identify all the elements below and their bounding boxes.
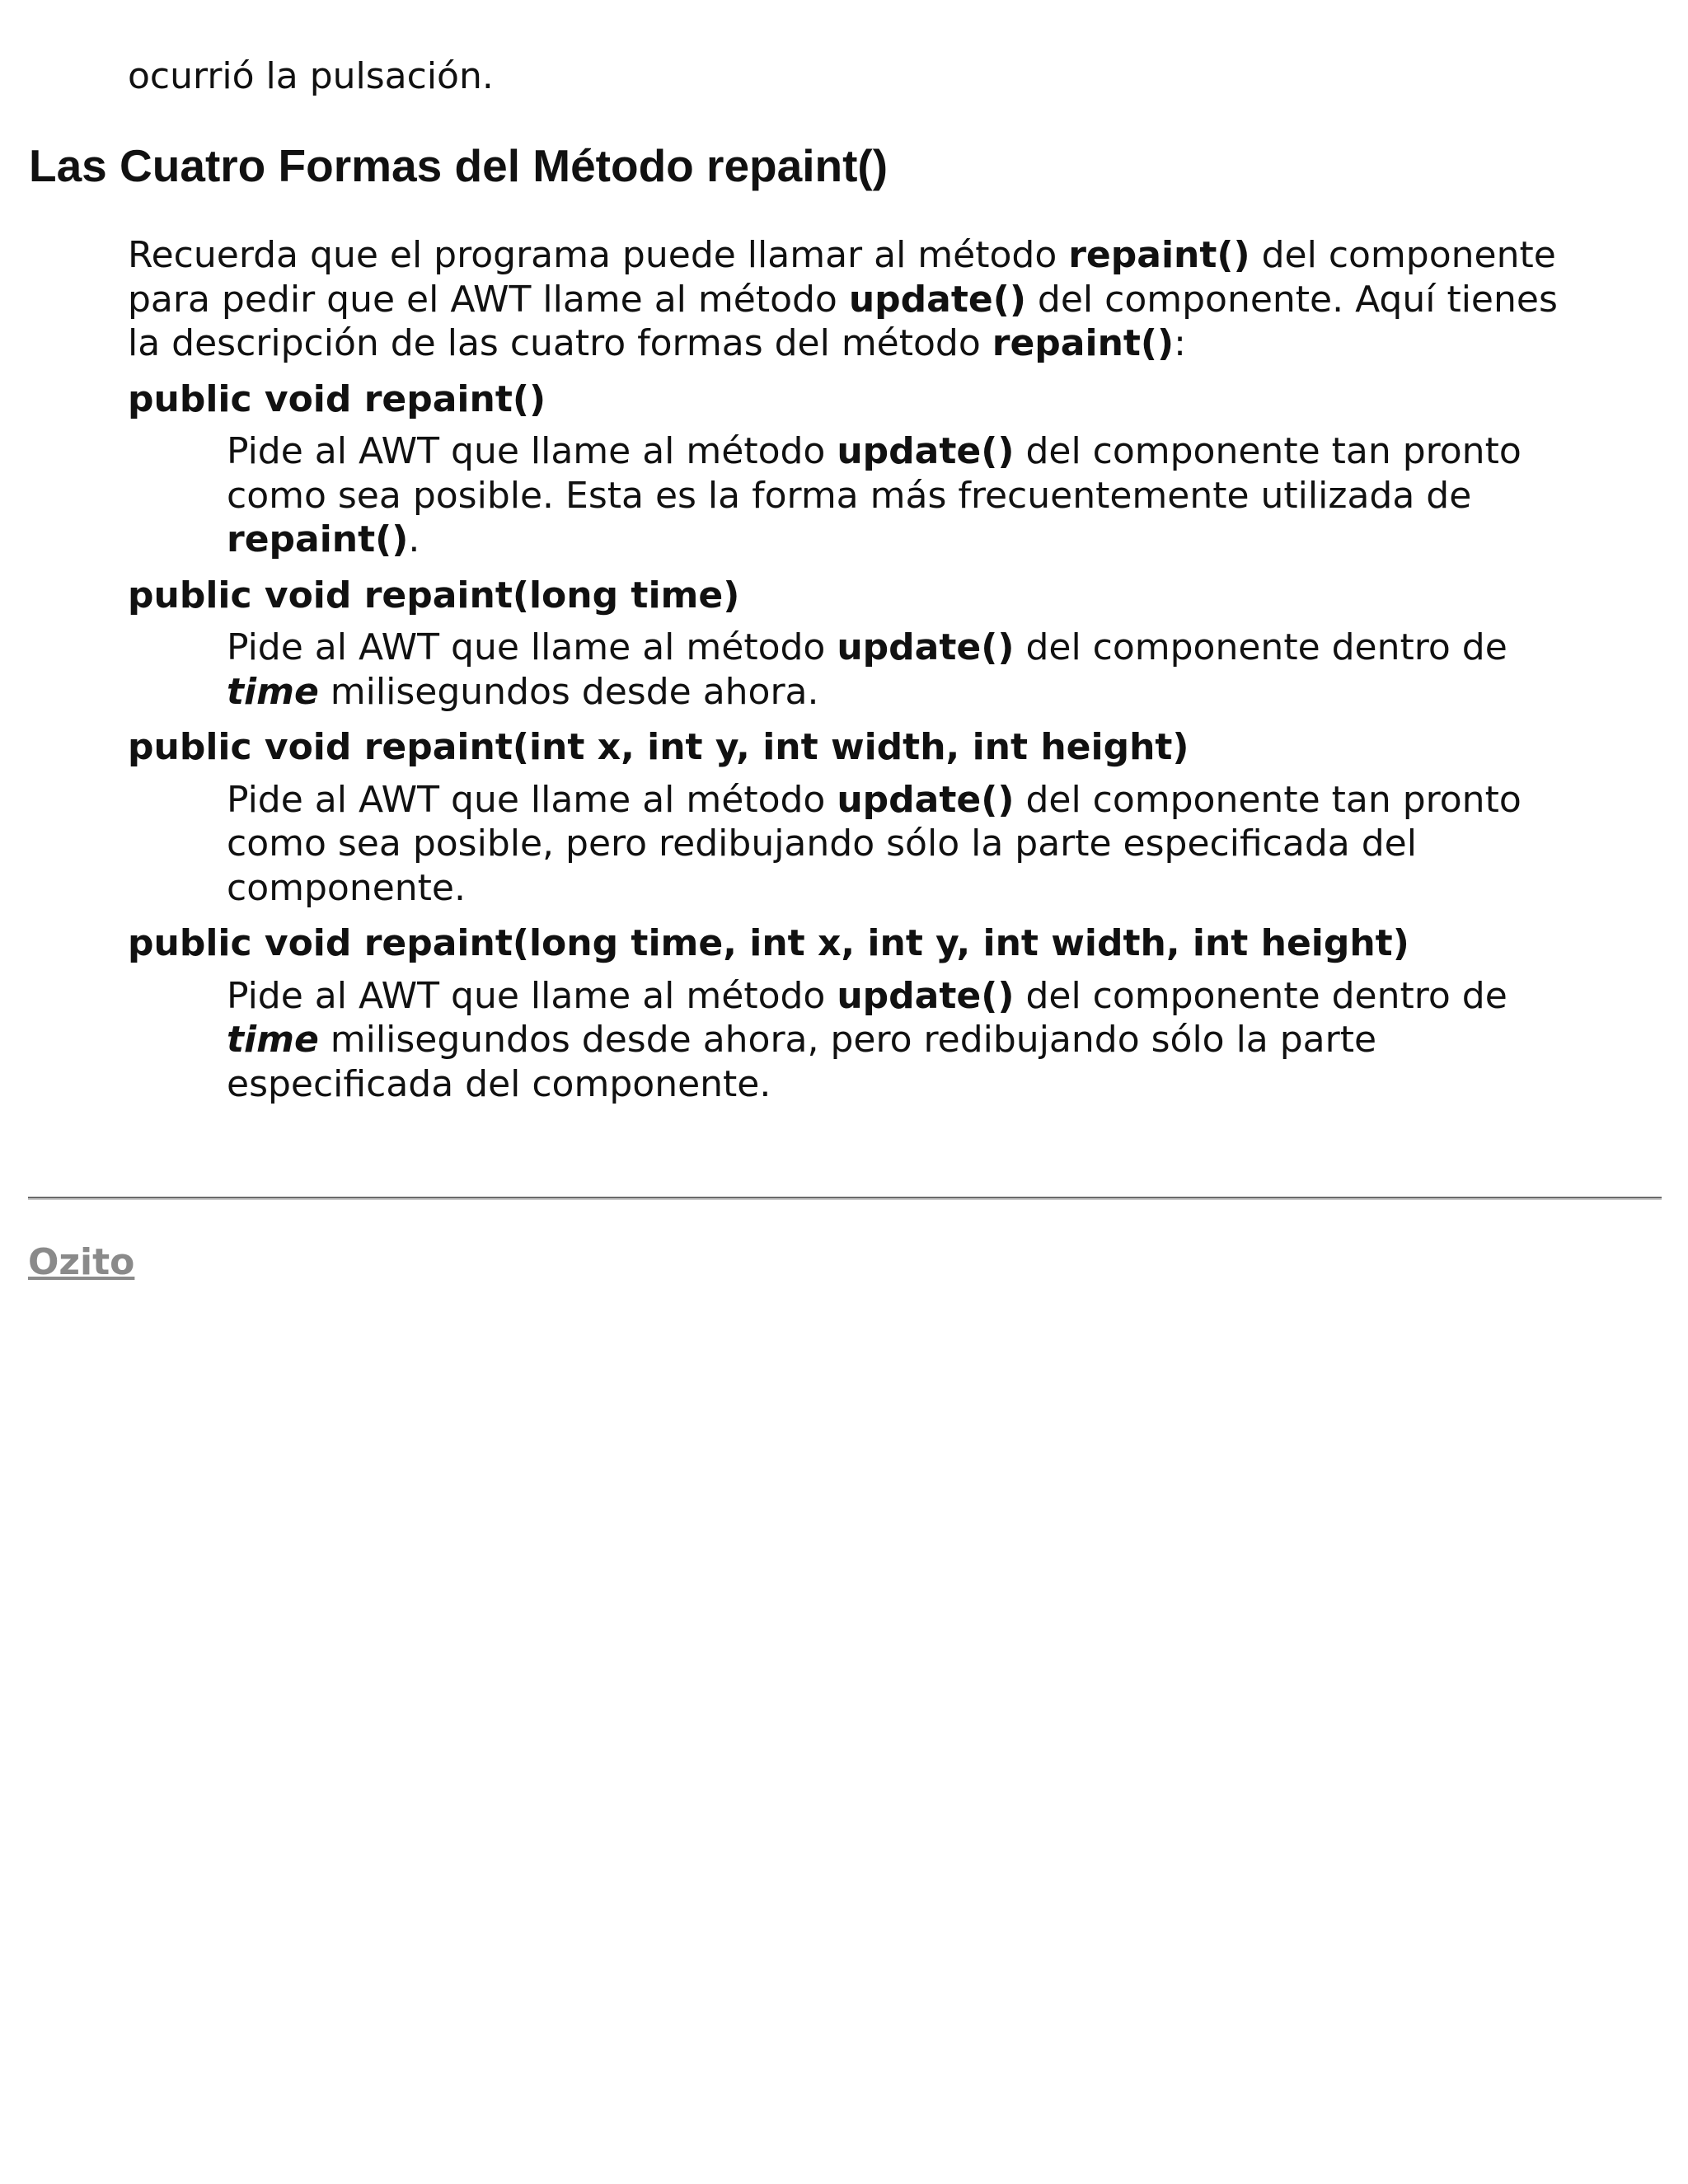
description-text: milisegundos desde ahora, pero redibujando sólo la parte especificada del componente. [227,1019,1377,1105]
method-description-1 [227,429,1562,562]
section-body [128,233,1562,1118]
description-text: Pide al AWT que llame al método [227,430,837,472]
description-text: milisegundos desde ahora. [318,670,819,713]
method-list [128,377,1562,1107]
description-text: del componente dentro de [1014,974,1507,1017]
description-param: time [227,670,319,713]
description-code: update() [837,974,1015,1017]
horizontal-divider [28,1197,1662,1200]
description-code: update() [837,626,1015,668]
paragraph-text: del componente. Aquí tienes la descripción de las cuatro formas del método [128,278,1558,364]
paragraph-code-repaint: repaint() [1068,234,1250,276]
description-text: del componente tan pronto como sea posible, pero redibujando sólo la parte especificada del componente. [227,778,1522,909]
paragraph-code-update: update() [848,278,1026,321]
method-signature-3: public void repaint(int x, int y, int width, int height) [128,726,1189,768]
description-code: update() [837,778,1015,821]
paragraph-text: Recuerda que el programa puede llamar al método [128,234,1069,276]
section-title: Las Cuatro Formas del Método repaint() [29,140,889,191]
ozito-link[interactable]: Ozito [28,1241,135,1283]
description-text: del componente tan pronto como sea posible. Esta es la forma más frecuentemente utilizada de [227,430,1522,517]
method-description-3 [227,778,1562,911]
paragraph-code-repaint: repaint() [992,322,1175,364]
method-signature-1: public void repaint() [128,377,546,420]
method-description-4 [227,974,1562,1107]
intro-paragraph [128,233,1562,366]
description-param: time [227,1019,319,1061]
description-text: Pide al AWT que llame al método [227,974,837,1017]
paragraph-text: del componente para pedir que el AWT llame al método [128,234,1556,321]
description-code: update() [837,430,1015,472]
description-code: repaint() [227,518,409,560]
method-signature-4: public void repaint(long time, int x, int y, int width, int height) [128,922,1409,964]
description-text: del componente dentro de [1014,626,1507,668]
paragraph-text: : [1174,322,1186,364]
intro-tail-text: ocurrió la pulsación. [128,55,494,97]
description-text: . [408,518,420,560]
description-text: Pide al AWT que llame al método [227,626,837,668]
method-description-2 [227,626,1562,714]
description-text: Pide al AWT que llame al método [227,778,837,821]
method-signature-2: public void repaint(long time) [128,574,740,616]
